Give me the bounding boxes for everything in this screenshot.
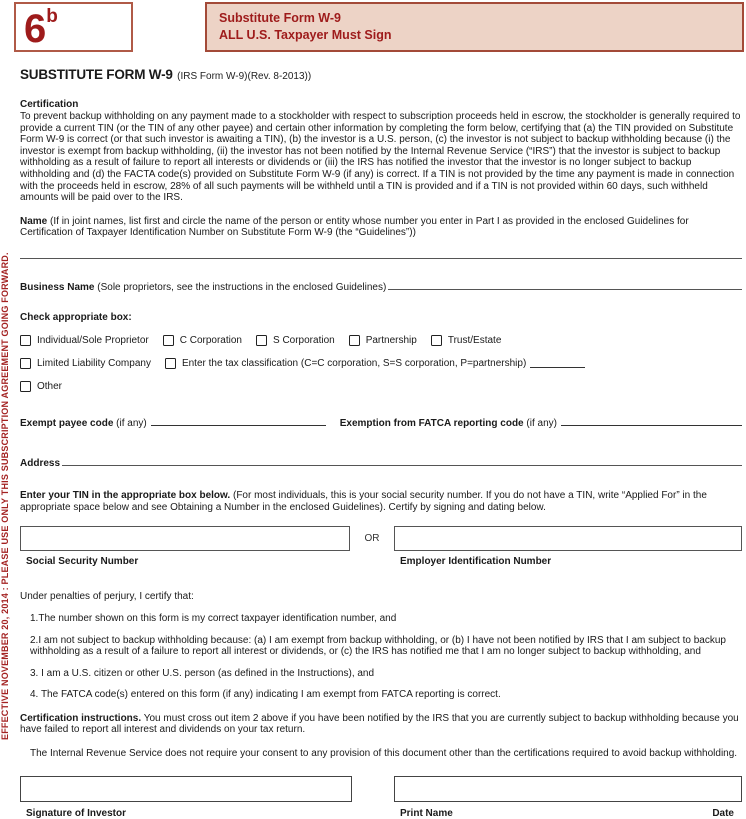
tin-instructions <box>20 490 742 513</box>
name-label: Name <box>20 215 48 227</box>
checkbox-limited-liability-company[interactable] <box>20 358 151 369</box>
form-title-revision: (IRS Form W-9)(Rev. 8-2013)) <box>177 71 312 82</box>
exempt-payee-code-note: (if any) <box>116 417 147 429</box>
ein-label: Employer Identification Number <box>400 556 552 568</box>
checkbox-s-corporation[interactable] <box>256 335 335 346</box>
banner-title-line1: Substitute Form W-9 <box>219 11 341 25</box>
name-input-line[interactable] <box>20 258 742 259</box>
perjury-item-3: 3. I am a U.S. citizen or other U.S. person (as defined in the Instructions), and <box>30 667 375 679</box>
checkbox-icon[interactable] <box>20 335 31 346</box>
or-label: OR <box>364 533 380 545</box>
tax-classification-input-line[interactable] <box>530 359 585 368</box>
perjury-intro: Under penalties of perjury, I certify that: <box>20 591 194 603</box>
fatca-code-label: Exemption from FATCA reporting code <box>339 417 524 429</box>
header-banner <box>205 2 744 52</box>
fatca-code-note: (if any) <box>526 417 557 429</box>
ssn-input-box[interactable] <box>20 526 350 551</box>
form-body <box>0 52 746 819</box>
checkbox-label: Limited Liability Company <box>37 357 151 369</box>
checkbox-tax-classification[interactable] <box>165 358 585 369</box>
section-number: 6 <box>24 7 47 51</box>
checkbox-partnership[interactable] <box>349 335 417 346</box>
checkbox-icon[interactable] <box>431 335 442 346</box>
checkbox-label: Individual/Sole Proprietor <box>37 334 149 346</box>
effective-date-side-note: EFFECTIVE NOVEMBER 20, 2014 : PLEASE USE ONLY THIS SUBSCRIPTION AGREEMENT GOING FORWARD. <box>0 252 10 740</box>
section-letter: b <box>46 6 58 27</box>
checkbox-icon[interactable] <box>20 358 31 369</box>
checkbox-trust-estate[interactable] <box>431 335 502 346</box>
checkbox-other[interactable] <box>20 381 62 392</box>
tin-instruction-bold: Enter your TIN in the appropriate box below. <box>20 490 231 502</box>
checkbox-label: S Corporation <box>273 334 335 346</box>
entity-type-row-3 <box>20 381 742 392</box>
form-header <box>14 2 744 52</box>
banner-title-line2: ALL U.S. Taxpayer Must Sign <box>219 28 392 42</box>
date-label: Date <box>712 807 734 819</box>
business-name-note: (Sole proprietors, see the instructions in the enclosed Guidelines) <box>97 281 387 293</box>
perjury-item-1: 1.The number shown on this form is my correct taxpayer identification number, and <box>30 612 397 624</box>
checkbox-label: Enter the tax classification (C=C corporation, S=S corporation, P=partnership) <box>181 357 527 369</box>
checkbox-label: C Corporation <box>179 334 242 346</box>
checkbox-individual-sole-proprietor[interactable] <box>20 335 149 346</box>
exempt-payee-code-input-line[interactable] <box>151 416 326 426</box>
checkbox-icon[interactable] <box>163 335 174 346</box>
checkbox-icon[interactable] <box>349 335 360 346</box>
address-label: Address <box>20 457 61 469</box>
certification-paragraph: To prevent backup withholding on any payment made to a stockholder with respect to subscription proceeds held in escrow, the stockholder is generally required to provide a current TIN (or the TIN of any other payee) and certain other information by completing the form below, certifying that (a) the TIN provided on Substitute Form W-9 is correct (or that such investor is awaiting a TIN), (b) the investor is a U.S. person, (c) the investor is not subject to backup withholding because (i) the investor is exempt from backup withholding, (ii) the investor has not been notified by the Internal Revenue Service (“IRS”) that the investor is subject to backup withholding as a result of failure to report all interests or dividends or (iii) the IRS has notified the investor that the investor is no longer subject to backup withholding and (d) the FACTA code(s) provided on Substitute Form W-9 (if any) is correct. If a TIN is not provided by the time any payment is made in connection with the proceeds held in escrow, 28% of all such payments will be withheld until a TIN is provided and if a TIN is not provided within 60 days, such withheld amounts will be paid over to the IRS. <box>20 111 741 204</box>
checkbox-label: Partnership <box>365 334 417 346</box>
checkbox-icon[interactable] <box>165 358 176 369</box>
business-name-row <box>20 280 742 294</box>
certification-heading: Certification <box>20 99 79 110</box>
signature-input-box[interactable] <box>20 776 352 802</box>
tin-entry-row <box>20 526 742 551</box>
form-title <box>20 66 742 84</box>
checkbox-label: Trust/Estate <box>447 334 502 346</box>
print-name-input-box[interactable] <box>394 776 742 802</box>
checkbox-c-corporation[interactable] <box>163 335 242 346</box>
name-instructions <box>20 216 742 239</box>
certification-instructions-body: You must cross out item 2 above if you have been notified by the IRS that you are currently subject to backup withholding because you have failed to report all interest and dividends on your tax return. <box>20 712 739 736</box>
print-name-label: Print Name <box>400 807 453 819</box>
business-name-input-line[interactable] <box>388 280 742 290</box>
entity-type-row-2 <box>20 358 742 369</box>
checkbox-label: Other <box>37 380 63 392</box>
business-name-label: Business Name <box>20 281 95 293</box>
signature-labels-row <box>20 808 742 819</box>
perjury-item-4: 4. The FATCA code(s) entered on this form (if any) indicating I am exempt from FATCA reporting is correct. <box>30 689 501 701</box>
certification-instructions-label: Certification instructions. <box>20 712 142 724</box>
exempt-codes-row <box>20 416 742 429</box>
irs-consent-note: The Internal Revenue Service does not require your consent to any provision of this document other than the certifications required to avoid backup withholding. <box>30 748 738 760</box>
ssn-label: Social Security Number <box>26 556 139 568</box>
signature-row <box>20 776 742 802</box>
checkbox-icon[interactable] <box>20 381 31 392</box>
tin-instruction-rest: (For most individuals, this is your social security number. If you do not have a TIN, write “Applied For” in the appropriate space below and see Obtaining a Number in the enclosed Guidelines). Certify by signing and dating below. <box>20 490 707 513</box>
address-input-line[interactable] <box>62 456 742 466</box>
entity-type-row-1 <box>20 335 742 346</box>
ein-input-box[interactable] <box>394 526 742 551</box>
form-title-main: SUBSTITUTE FORM W-9 <box>20 67 173 82</box>
signature-of-investor-label: Signature of Investor <box>26 807 127 819</box>
section-number-box <box>14 2 133 52</box>
perjury-item-2: 2.I am not subject to backup withholding because: (a) I am exempt from backup withholding, or (b) I have not been notified by IRS that I am subject to backup withholding as a result of a failure to report all interest or dividends, or (c) the IRS has notified me that I am no longer subject to backup withholding, and <box>30 634 726 658</box>
name-note: (If in joint names, list first and circle the name of the person or entity whose number you enter in Part I as provided in the enclosed Guidelines for Certification of Taxpayer Identification Number on Substitute Form W-9 (the “Guidelines”)) <box>20 215 689 239</box>
exempt-payee-code-label: Exempt payee code <box>20 417 114 429</box>
fatca-code-input-line[interactable] <box>561 416 742 426</box>
check-box-heading: Check appropriate box: <box>20 311 132 323</box>
address-row <box>20 456 742 470</box>
certification-instructions <box>20 713 742 736</box>
tin-labels-row <box>20 556 742 567</box>
checkbox-icon[interactable] <box>256 335 267 346</box>
